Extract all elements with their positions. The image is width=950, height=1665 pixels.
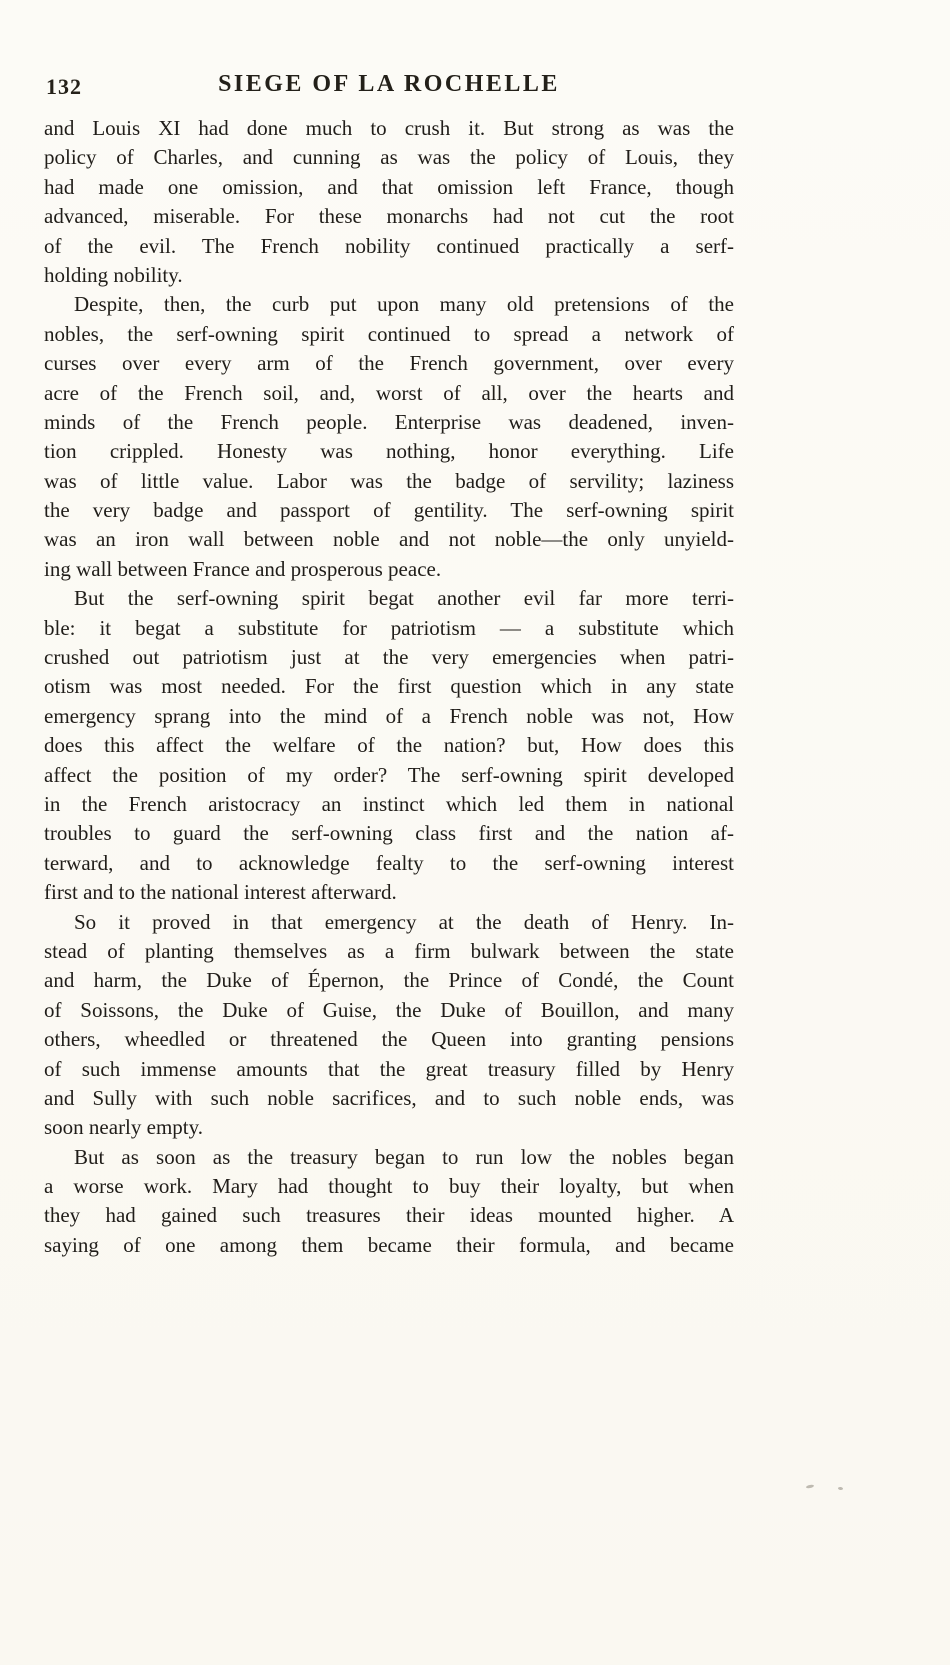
text-line: curses over every arm of the French government, over every — [44, 351, 734, 376]
text-line: crushed out patriotism just at the very emergencies when patri- — [44, 645, 734, 670]
text-line: in the French aristocracy an instinct which led them in national — [44, 791, 734, 816]
ink-speck — [806, 1484, 814, 1489]
text-line: of Soissons, the Duke of Guise, the Duke of Bouillon, and many — [44, 997, 734, 1022]
text-line: acre of the French soil, and, worst of all, over the hearts and — [44, 380, 734, 405]
ink-speck — [838, 1487, 843, 1491]
text-line: But as soon as the treasury began to run low the nobles began — [74, 1144, 734, 1169]
text-line: nobles, the serf-owning spirit continued to spread a network of — [44, 321, 734, 346]
text-line: Despite, then, the curb put upon many old pretensions of the — [74, 292, 734, 317]
text-line: ble: it begat a substitute for patriotism — a substitute which — [44, 615, 734, 640]
text-line: a worse work. Mary had thought to buy their loyalty, but when — [44, 1174, 734, 1199]
page-number: 132 — [46, 74, 82, 99]
running-head-title: SIEGE OF LA ROCHELLE — [218, 71, 560, 97]
text-line: But the serf-owning spirit begat another evil far more terri- — [74, 586, 734, 611]
text-line: terward, and to acknowledge fealty to the serf-owning interest — [44, 850, 734, 875]
text-line: was an iron wall between noble and not noble—the only unyield- — [44, 527, 734, 552]
text-line: emergency sprang into the mind of a French noble was not, How — [44, 703, 734, 728]
text-line: was of little value. Labor was the badge of servility; laziness — [44, 468, 734, 493]
text-line: otism was most needed. For the first question which in any state — [44, 674, 734, 699]
text-line: ing wall between France and prosperous peace. — [44, 556, 442, 581]
text-line: policy of Charles, and cunning as was the policy of Louis, they — [44, 145, 734, 170]
text-body — [44, 114, 734, 1260]
text-line: advanced, miserable. For these monarchs had not cut the root — [44, 204, 734, 229]
paragraph — [44, 584, 734, 907]
text-line: had made one omission, and that omission left France, though — [44, 174, 734, 199]
text-line: and harm, the Duke of Épernon, the Prince of Condé, the Count — [44, 968, 734, 993]
text-line: So it proved in that emergency at the death of Henry. In- — [74, 909, 734, 934]
text-line: others, wheedled or threatened the Queen into granting pensions — [44, 1027, 734, 1052]
text-line: they had gained such treasures their ideas mounted higher. A — [44, 1203, 734, 1228]
text-line: does this affect the welfare of the nation? but, How does this — [44, 733, 734, 758]
text-line: saying of one among them became their formula, and became — [44, 1232, 734, 1257]
text-line: the very badge and passport of gentility. The serf-owning spirit — [44, 498, 734, 523]
text-line: holding nobility. — [44, 262, 183, 287]
text-line: and Louis XI had done much to crush it. But strong as was the — [44, 116, 734, 140]
text-line: first and to the national interest afterward. — [44, 880, 397, 905]
text-line: affect the position of my order? The serf-owning spirit developed — [44, 762, 734, 787]
text-line: minds of the French people. Enterprise was deadened, inven- — [44, 409, 734, 434]
paragraph — [44, 908, 734, 1143]
paragraph — [44, 114, 734, 290]
paragraph — [44, 1143, 734, 1261]
paragraph — [44, 290, 734, 584]
text-line: troubles to guard the serf-owning class first and the nation af- — [44, 821, 734, 846]
text-line: tion crippled. Honesty was nothing, honor everything. Life — [44, 439, 734, 464]
text-line: soon nearly empty. — [44, 1115, 204, 1140]
text-line: of such immense amounts that the great treasury filled by Henry — [44, 1056, 734, 1081]
text-line: stead of planting themselves as a firm bulwark between the state — [44, 938, 734, 963]
text-line: and Sully with such noble sacrifices, and to such noble ends, was — [44, 1085, 734, 1110]
text-line: of the evil. The French nobility continued practically a serf- — [44, 233, 734, 258]
